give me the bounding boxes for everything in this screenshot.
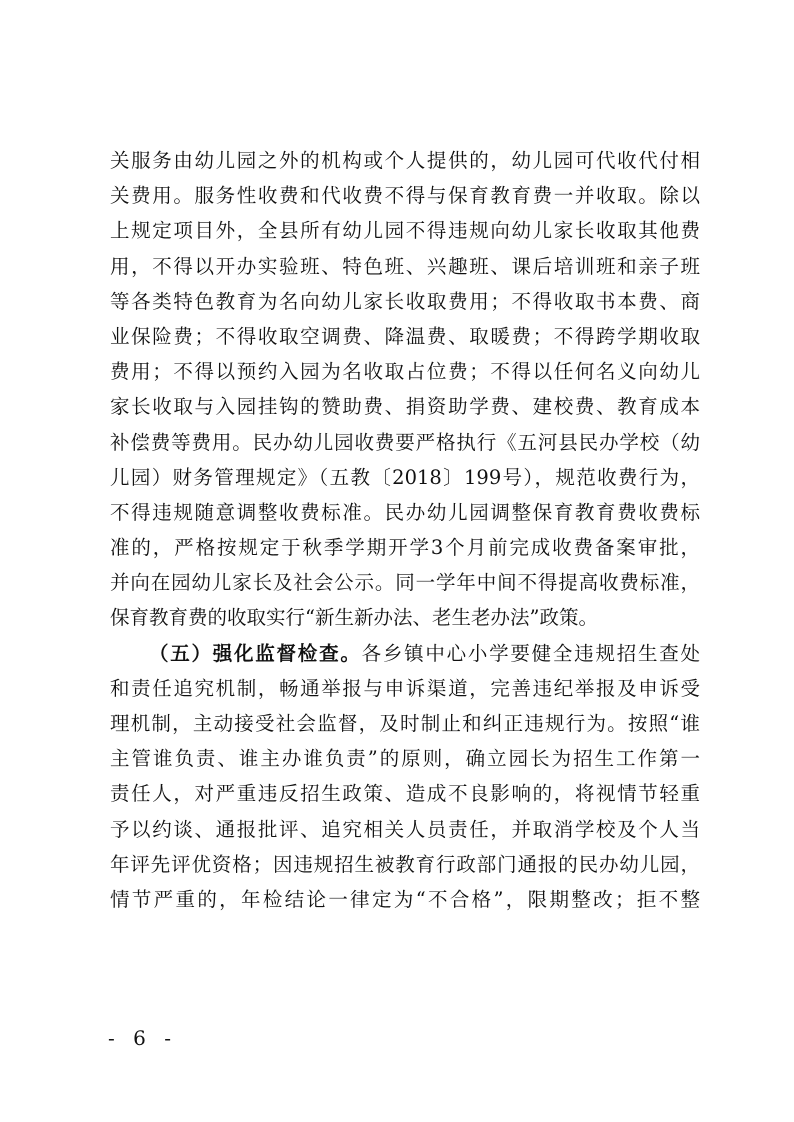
text-line: 关费用。服务性收费和代收费不得与保育教育费一并收取。除以 (110, 184, 700, 208)
text-line: 准的，严格按规定于秋季学期开学3个月前完成收费备案审批， (110, 536, 700, 560)
body-text (110, 143, 700, 917)
text-line: 责任人，对严重违反招生政策、造成不良影响的，将视情节轻重 (110, 782, 700, 806)
section-five-first-line (110, 636, 700, 671)
section-five-heading: （五）强化监督检查。 (149, 641, 362, 665)
text-line: 主管谁负责、谁主办谁负责”的原则，确立园长为招生工作第一 (110, 747, 700, 771)
text-line: 予以约谈、通报批评、追究相关人员责任，并取消学校及个人当 (110, 817, 700, 841)
page-number: - 6 - (108, 1026, 177, 1050)
text-line: 保育教育费的收取实行“新生新办法、老生老办法”政策。 (110, 606, 598, 630)
text-line: 等各类特色教育为名向幼儿家长收取费用；不得收取书本费、商 (110, 289, 700, 313)
text-line: 补偿费等费用。民办幼儿园收费要严格执行《五河县民办学校（幼 (110, 430, 700, 454)
text-line: 业保险费；不得收取空调费、降温费、取暖费；不得跨学期收取 (110, 324, 700, 348)
section-five-first-line-text: 各乡镇中心小学要健全违规招生查处 (361, 641, 700, 665)
text-line: 儿园）财务管理规定》（五教〔2018〕199号），规范收费行为， (110, 465, 700, 489)
text-line: 情节严重的，年检结论一律定为“不合格”，限期整改；拒不整 (110, 887, 700, 911)
text-line: 关服务由幼儿园之外的机构或个人提供的，幼儿园可代收代付相 (110, 149, 700, 172)
text-line: 费用；不得以预约入园为名收取占位费；不得以任何名义向幼儿 (110, 360, 700, 384)
text-line: 年评先评优资格；因违规招生被教育行政部门通报的民办幼儿园， (110, 852, 700, 876)
text-line: 用，不得以开办实验班、特色班、兴趣班、课后培训班和亲子班 (110, 254, 700, 278)
text-line: 家长收取与入园挂钩的赞助费、捐资助学费、建校费、教育成本 (110, 395, 700, 419)
text-line: 理机制，主动接受社会监督，及时制止和纠正违规行为。按照“谁 (110, 712, 700, 735)
text-line: 和责任追究机制，畅通举报与申诉渠道，完善违纪举报及申诉受 (110, 676, 700, 700)
text-line: 不得违规随意调整收费标准。民办幼儿园调整保育教育费收费标 (110, 500, 700, 524)
text-line: 并向在园幼儿家长及社会公示。同一学年中间不得提高收费标准， (110, 571, 700, 595)
text-line: 上规定项目外，全县所有幼儿园不得违规向幼儿家长收取其他费 (110, 219, 700, 243)
